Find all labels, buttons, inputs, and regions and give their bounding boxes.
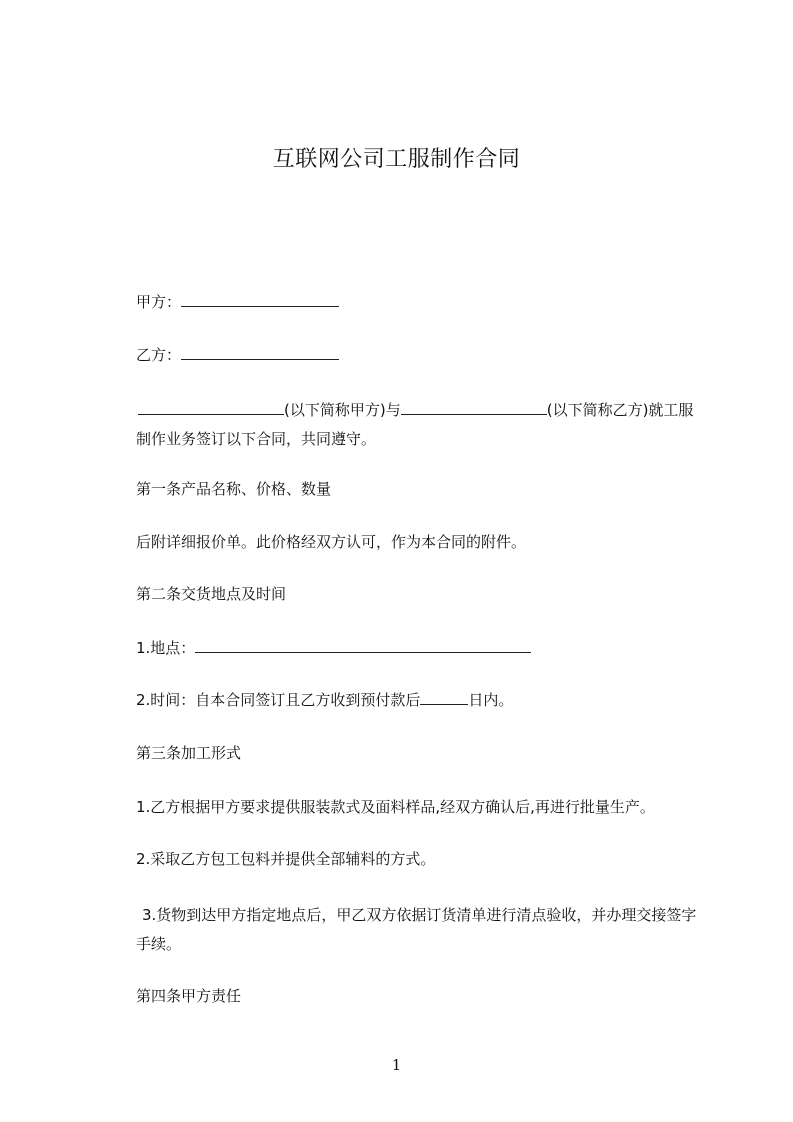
party-b-blank bbox=[181, 345, 339, 360]
party-a-label: 甲方： bbox=[136, 293, 182, 311]
days-blank bbox=[420, 690, 468, 705]
party-a-blank bbox=[181, 292, 339, 307]
article-2-item-2 bbox=[136, 690, 513, 710]
location-blank bbox=[195, 638, 531, 653]
article-3-item-2: 2.采取乙方包工包料并提供全部辅料的方式。 bbox=[136, 850, 436, 868]
time-text-prefix: 2.时间：自本合同签订且乙方收到预付款后 bbox=[136, 691, 421, 709]
intro-paragraph bbox=[136, 396, 708, 454]
intro-text-2: (以下简称乙方)就工服制作业务签订以下合同，共同遵守。 bbox=[136, 401, 694, 448]
article-1-heading: 第一条产品名称、价格、数量 bbox=[136, 480, 332, 498]
article-3-heading: 第三条加工形式 bbox=[136, 744, 242, 762]
page-number: 1 bbox=[391, 1056, 402, 1074]
intro-party-b-blank bbox=[401, 400, 547, 415]
party-b-label: 乙方： bbox=[136, 346, 182, 364]
location-label: 1.地点： bbox=[136, 639, 196, 657]
intro-text-1: (以下简称甲方)与 bbox=[284, 401, 401, 419]
article-2-heading: 第二条交货地点及时间 bbox=[136, 585, 287, 603]
article-3-item-1: 1.乙方根据甲方要求提供服装款式及面料样品,经双方确认后,再进行批量生产。 bbox=[136, 798, 655, 816]
time-text-suffix: 日内。 bbox=[468, 691, 514, 709]
intro-party-a-blank bbox=[138, 400, 284, 415]
article-4-heading: 第四条甲方责任 bbox=[136, 987, 242, 1005]
party-b-line bbox=[136, 345, 339, 365]
party-a-line bbox=[136, 292, 339, 312]
document-title: 互联网公司工服制作合同 bbox=[272, 147, 521, 172]
article-3-item-3: 3.货物到达甲方指定地点后，甲乙双方依据订货清单进行清点验收，并办理交接签字手续。 bbox=[136, 906, 697, 953]
article-2-item-1 bbox=[136, 638, 531, 658]
article-1-text: 后附详细报价单。此价格经双方认可，作为本合同的附件。 bbox=[136, 533, 527, 551]
